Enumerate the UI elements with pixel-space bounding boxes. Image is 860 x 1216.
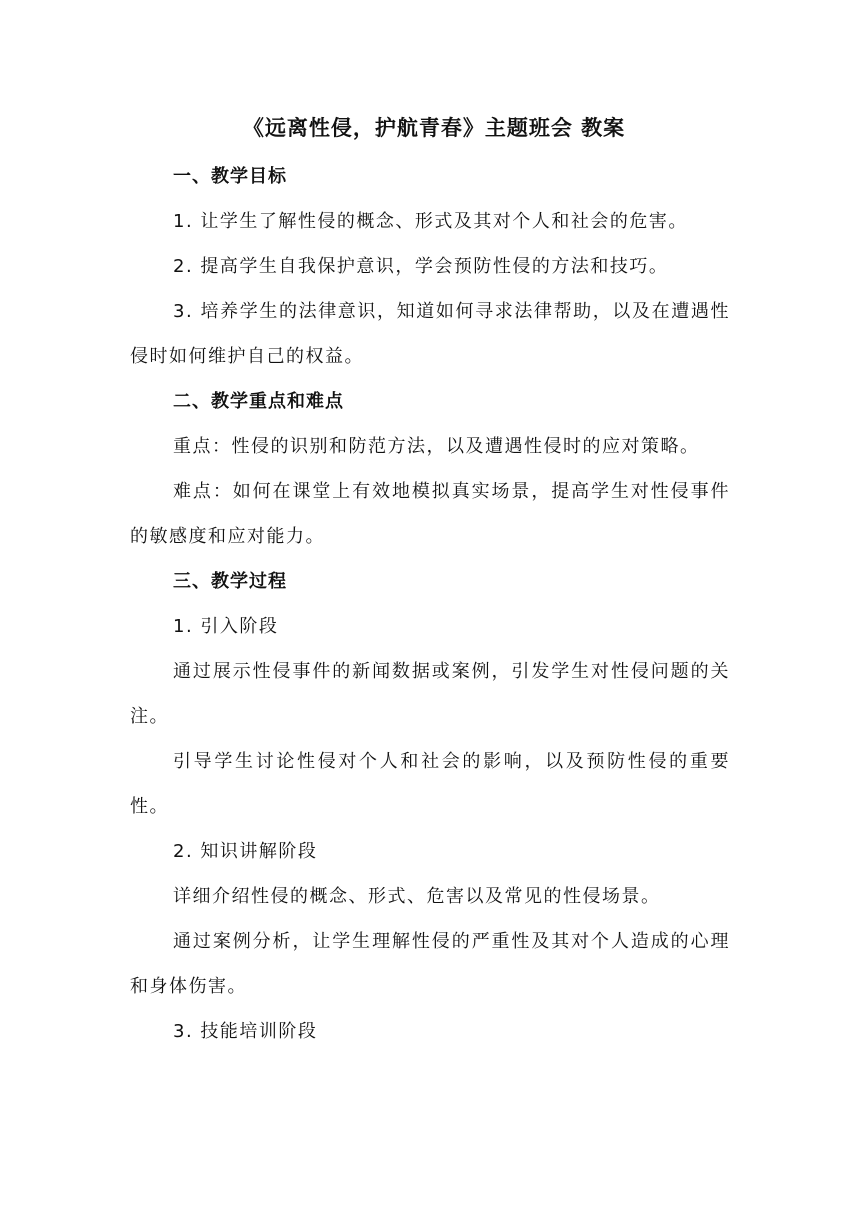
process-step-2-paragraph-2: 通过案例分析，让学生理解性侵的严重性及其对个人造成的心理和身体伤害。 — [130, 931, 730, 997]
process-step-1-paragraph-2: 引导学生讨论性侵对个人和社会的影响，以及预防性侵的重要性。 — [130, 751, 730, 817]
section-heading-key-points: 二、教学重点和难点 — [173, 391, 344, 412]
process-step-2-paragraph-1: 详细介绍性侵的概念、形式、危害以及常见的性侵场景。 — [173, 886, 661, 907]
process-step-1-title: 1. 引入阶段 — [173, 616, 279, 637]
key-point-paragraph: 重点：性侵的识别和防范方法，以及遭遇性侵时的应对策略。 — [173, 436, 700, 457]
objective-item-3: 3. 培养学生的法律意识，知道如何寻求法律帮助，以及在遭遇性侵时如何维护自己的权益。 — [130, 301, 730, 367]
process-step-1-paragraph-1: 通过展示性侵事件的新闻数据或案例，引发学生对性侵问题的关注。 — [130, 661, 730, 727]
objective-item-2: 2. 提高学生自我保护意识，学会预防性侵的方法和技巧。 — [173, 256, 669, 277]
difficulty-paragraph: 难点：如何在课堂上有效地模拟真实场景，提高学生对性侵事件的敏感度和应对能力。 — [130, 481, 730, 547]
objective-item-1: 1. 让学生了解性侵的概念、形式及其对个人和社会的危害。 — [173, 211, 688, 232]
section-heading-process: 三、教学过程 — [173, 571, 287, 592]
process-step-3-title: 3. 技能培训阶段 — [173, 1021, 318, 1042]
section-heading-objectives: 一、教学目标 — [173, 166, 287, 187]
document-title: 《远离性侵，护航青春》主题班会 教案 — [242, 116, 626, 140]
document-page — [130, 108, 730, 1054]
process-step-2-title: 2. 知识讲解阶段 — [173, 841, 318, 862]
